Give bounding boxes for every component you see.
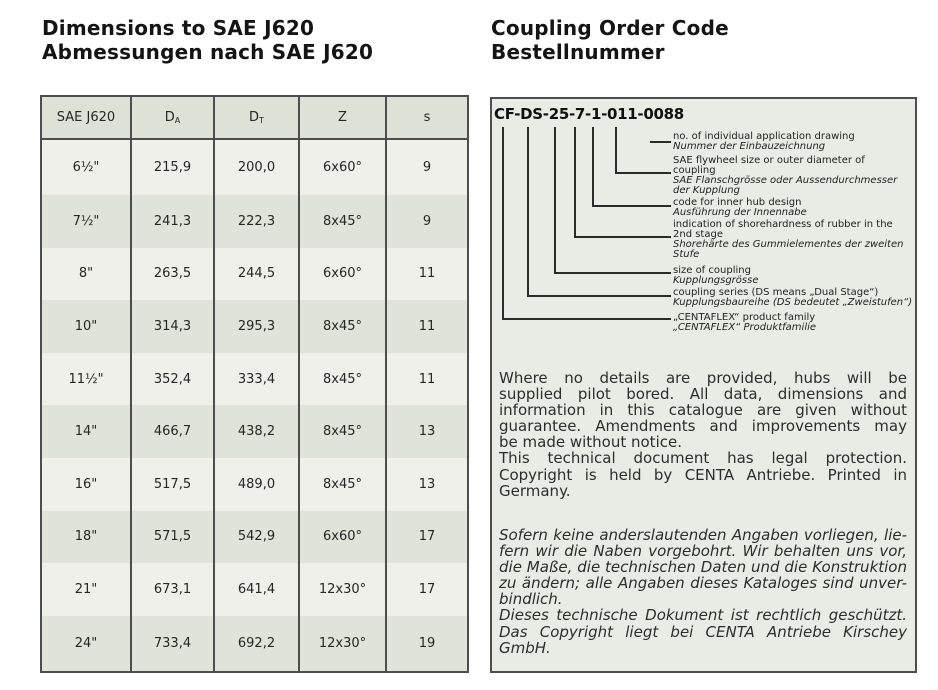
text-line: information in this catalogue are given without (499, 401, 907, 420)
table-cell: 12x30° (299, 563, 386, 616)
tree-line-horizontal (650, 141, 671, 143)
tree-line-horizontal (502, 318, 671, 320)
table-cell: 6x60° (299, 511, 386, 564)
table-row (41, 405, 468, 458)
table-cell: 11½" (41, 353, 131, 406)
table-cell: 8" (41, 248, 131, 301)
table-cell: 295,3 (214, 300, 299, 353)
tree-label (673, 266, 916, 286)
table-cell: 17 (386, 563, 468, 616)
table-cell: 571,5 (131, 511, 214, 564)
table-cell: 11 (386, 300, 468, 353)
table-row (41, 563, 468, 616)
table-cell: 8x45° (299, 353, 386, 406)
table-row (41, 353, 468, 406)
tree-label-en-line: coupling (673, 165, 716, 176)
table-cell: 9 (386, 139, 468, 195)
text-line: This technical document has legal protection. (499, 449, 907, 468)
table-cell: 6x60° (299, 139, 386, 195)
tree-line-horizontal (592, 205, 671, 207)
order-code-box (490, 97, 917, 673)
table-cell: 438,2 (214, 405, 299, 458)
tree-label (673, 132, 916, 152)
table-cell: 8x45° (299, 300, 386, 353)
tree-label (673, 288, 916, 308)
tree-label-en-line: indication of shorehardness of rubber in the (673, 219, 893, 230)
text-line: Dieses technische Dokument ist rechtlich geschützt. (499, 606, 907, 625)
text-line: fern wir die Naben vorgebohrt. Wir behalten uns vor, (499, 542, 907, 561)
table-cell: 222,3 (214, 195, 299, 248)
table-cell: 641,4 (214, 563, 299, 616)
tree-label-en-line: no. of individual application drawing (673, 131, 855, 142)
table-row (41, 458, 468, 511)
title-line-de: Bestellnummer (491, 40, 665, 64)
tree-label-en-line: 2nd stage (673, 229, 723, 240)
table-row (41, 195, 468, 248)
dimensions-table (40, 95, 469, 673)
table-cell: 733,4 (131, 616, 214, 672)
tree-label-en-line: coupling series (DS means „Dual Stage“) (673, 287, 879, 298)
table-cell: 200,0 (214, 139, 299, 195)
tree-label (673, 198, 916, 218)
text-line: bindlich. (499, 590, 563, 609)
table-cell: 542,9 (214, 511, 299, 564)
tree-line-horizontal (554, 272, 671, 274)
text-line: GmbH. (499, 638, 551, 657)
table-cell: 241,3 (131, 195, 214, 248)
table-cell: 18" (41, 511, 131, 564)
tree-label-en-line: code for inner hub design (673, 197, 802, 208)
table-cell: 16" (41, 458, 131, 511)
text-line: Copyright is held by CENTA Antriebe. Printed in (499, 465, 907, 484)
tree-line-vertical (502, 127, 504, 320)
table-row (41, 139, 468, 195)
tree-line-horizontal (527, 295, 671, 297)
text-line: supplied pilot bored. All data, dimensions and (499, 385, 907, 404)
tree-label-de-line: „CENTAFLEX“ Produktfamilie (673, 322, 817, 333)
table-cell: 352,4 (131, 353, 214, 406)
column-header: s (386, 96, 468, 139)
text-line: zu ändern; alle Angaben dieses Kataloges sind unver- (499, 574, 907, 593)
table-header-row (41, 96, 468, 139)
table-cell: 215,9 (131, 139, 214, 195)
text-line: be made without notice. (499, 433, 682, 452)
table-row (41, 511, 468, 564)
tree-label-de-line: Stufe (673, 249, 700, 260)
tree-label-de-line: SAE Flanschgrösse oder Aussendurchmesser (673, 175, 898, 186)
table-cell: 466,7 (131, 405, 214, 458)
table-cell: 6½" (41, 139, 131, 195)
text-line: die Maße, die technischen Daten und die Konstruktion (499, 558, 907, 577)
table-cell: 7½" (41, 195, 131, 248)
table-cell: 21" (41, 563, 131, 616)
table-cell: 10" (41, 300, 131, 353)
tree-label-en-line: size of coupling (673, 265, 751, 276)
tree-line-horizontal (615, 172, 671, 174)
column-header: Z (299, 96, 386, 139)
text-line: Sofern keine anderslautenden Angaben vorliegen, lie- (499, 526, 907, 544)
tree-label-en-line: SAE flywheel size or outer diameter of (673, 155, 865, 166)
column-header-subscript: T (259, 116, 264, 125)
tree-line-vertical (527, 127, 529, 297)
table-cell: 13 (386, 458, 468, 511)
page-title-order-code (491, 16, 729, 64)
title-line-en: Dimensions to SAE J620 (42, 16, 315, 40)
table-row (41, 248, 468, 301)
table-cell: 314,3 (131, 300, 214, 353)
order-code-text: CF-DS-25-7-1-011-0088 (494, 105, 684, 123)
tree-label-de-line: der Kupplung (673, 185, 740, 196)
tree-label-en-line: „CENTAFLEX“ product family (673, 312, 816, 323)
table-cell: 244,5 (214, 248, 299, 301)
column-header: SAE J620 (41, 96, 131, 139)
table-row (41, 616, 468, 672)
table-cell: 24" (41, 616, 131, 672)
tree-label-de-line: Kupplungsbaureihe (DS bedeutet „Zweistufen“) (673, 297, 913, 308)
column-header: $D_A$ (131, 96, 214, 139)
title-line-de: Abmessungen nach SAE J620 (42, 40, 374, 64)
table-cell: 8x45° (299, 195, 386, 248)
notice-german (499, 527, 907, 656)
tree-label-de-line: Shorehärte des Gummielementes der zweiten (673, 239, 904, 250)
table-cell: 517,5 (131, 458, 214, 511)
tree-line-vertical (574, 127, 576, 238)
notice-english (499, 370, 907, 499)
tree-line-vertical (554, 127, 556, 274)
tree-label (673, 313, 916, 333)
text-line: Where no details are provided, hubs will be (499, 369, 907, 387)
table-cell: 8x45° (299, 458, 386, 511)
tree-label-de-line: Ausführung der Innennabe (673, 207, 807, 218)
table-cell: 9 (386, 195, 468, 248)
table-cell: 6x60° (299, 248, 386, 301)
table-cell: 19 (386, 616, 468, 672)
table-cell: 263,5 (131, 248, 214, 301)
table-cell: 14" (41, 405, 131, 458)
table-cell: 11 (386, 248, 468, 301)
text-line: guarantee. Amendments and improvements may (499, 417, 907, 436)
table-cell: 673,1 (131, 563, 214, 616)
table-cell: 489,0 (214, 458, 299, 511)
tree-line-horizontal (574, 236, 671, 238)
text-line: Germany. (499, 481, 571, 500)
table-row (41, 300, 468, 353)
table-cell: 333,4 (214, 353, 299, 406)
tree-label (673, 220, 916, 260)
tree-label (673, 156, 916, 196)
tree-label-de-line: Nummer der Einbauzeichnung (673, 141, 826, 152)
page-title-dimensions (42, 16, 373, 64)
table-cell: 11 (386, 353, 468, 406)
table-cell: 12x30° (299, 616, 386, 672)
tree-line-vertical (592, 127, 594, 207)
table-cell: 17 (386, 511, 468, 564)
table-body (41, 139, 468, 672)
column-header-subscript: A (174, 116, 181, 125)
text-line: Das Copyright liegt bei CENTA Antriebe Kirschey (499, 622, 907, 641)
table-cell: 13 (386, 405, 468, 458)
table-cell: 692,2 (214, 616, 299, 672)
column-header: $D_T$ (214, 96, 299, 139)
title-line-en: Coupling Order Code (491, 16, 729, 40)
tree-line-vertical (615, 127, 617, 174)
table-cell: 8x45° (299, 405, 386, 458)
tree-label-de-line: Kupplungsgrösse (673, 275, 759, 286)
